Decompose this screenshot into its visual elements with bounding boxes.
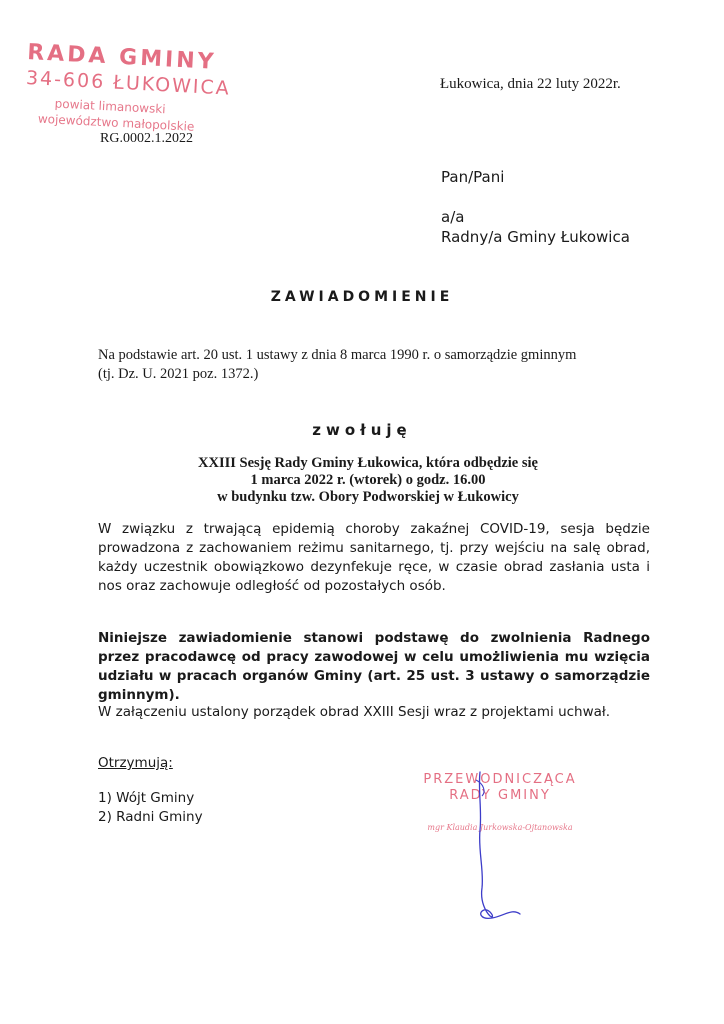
- place-date: Łukowica, dnia 22 luty 2022r.: [440, 76, 621, 92]
- stamp-line-2: 34-606 ŁUKOWICA: [25, 66, 232, 100]
- council-stamp: [24, 40, 240, 136]
- recipient-item: 2) Radni Gminy: [98, 809, 203, 825]
- session-line-2: 1 marca 2022 r. (wtorek) o godz. 16.00: [250, 472, 486, 488]
- stamp-line-3: powiat limanowski: [54, 96, 166, 117]
- employer-paragraph: Niniejsze zawiadomienie stanowi podstawę do zwolnienia Radnego przez pracodawcę od pracy zawodowej w celu umożliwienia mu wzięcia udziału w pracach organów Gminy (art. 25 ust. 3 ustawy o samorządzie gminnym).: [98, 630, 650, 703]
- chair-stamp-body: RADY GMINY: [449, 788, 551, 803]
- document-title: ZAWIADOMIENIE: [270, 289, 454, 305]
- chair-stamp-title: PRZEWODNICZĄCA: [423, 772, 577, 787]
- chair-stamp-name: mgr Klaudia Jurkowska-Ojtanowska: [427, 823, 573, 832]
- recipients-heading: Otrzymują:: [98, 755, 173, 771]
- reference-number: RG.0002.1.2022: [100, 131, 193, 146]
- stamp-line-1: RADA GMINY: [26, 40, 218, 75]
- addressee-role: Radny/a Gminy Łukowica: [441, 228, 630, 246]
- session-line-1: XXIII Sesję Rady Gminy Łukowica, która odbędzie się: [198, 455, 538, 471]
- stamp-line-4: województwo małopolskie: [37, 111, 195, 134]
- attachment-paragraph: W załączeniu ustalony porządek obrad XXIII Sesji wraz z projektami uchwał.: [98, 704, 611, 720]
- legal-basis-line-1: Na podstawie art. 20 ust. 1 ustawy z dnia 8 marca 1990 r. o samorządzie gminnym: [98, 347, 577, 363]
- addressee-aa: a/a: [441, 208, 465, 226]
- covid-paragraph: W związku z trwającą epidemią choroby zakaźnej COVID-19, sesja będzie prowadzona z zachowaniem reżimu sanitarnego, tj. przy wejściu na salę obrad, każdy uczestnik obowiązkowo dezynfekuje ręce, w czasie obrad zasłania usta i nos oraz zachowuje odległość od pozostałych osób.: [98, 521, 650, 594]
- convene-heading: zwołuję: [312, 421, 412, 439]
- recipients-list: [98, 789, 203, 827]
- session-line-3: w budynku tzw. Obory Podworskiej w Łukowicy: [217, 489, 519, 505]
- addressee-salutation: Pan/Pani: [441, 168, 505, 186]
- handwritten-signature: [420, 770, 540, 930]
- recipient-item: 1) Wójt Gminy: [98, 790, 195, 806]
- legal-basis: [98, 346, 638, 384]
- legal-basis-line-2: (tj. Dz. U. 2021 poz. 1372.): [98, 366, 259, 382]
- session-info: [98, 455, 638, 506]
